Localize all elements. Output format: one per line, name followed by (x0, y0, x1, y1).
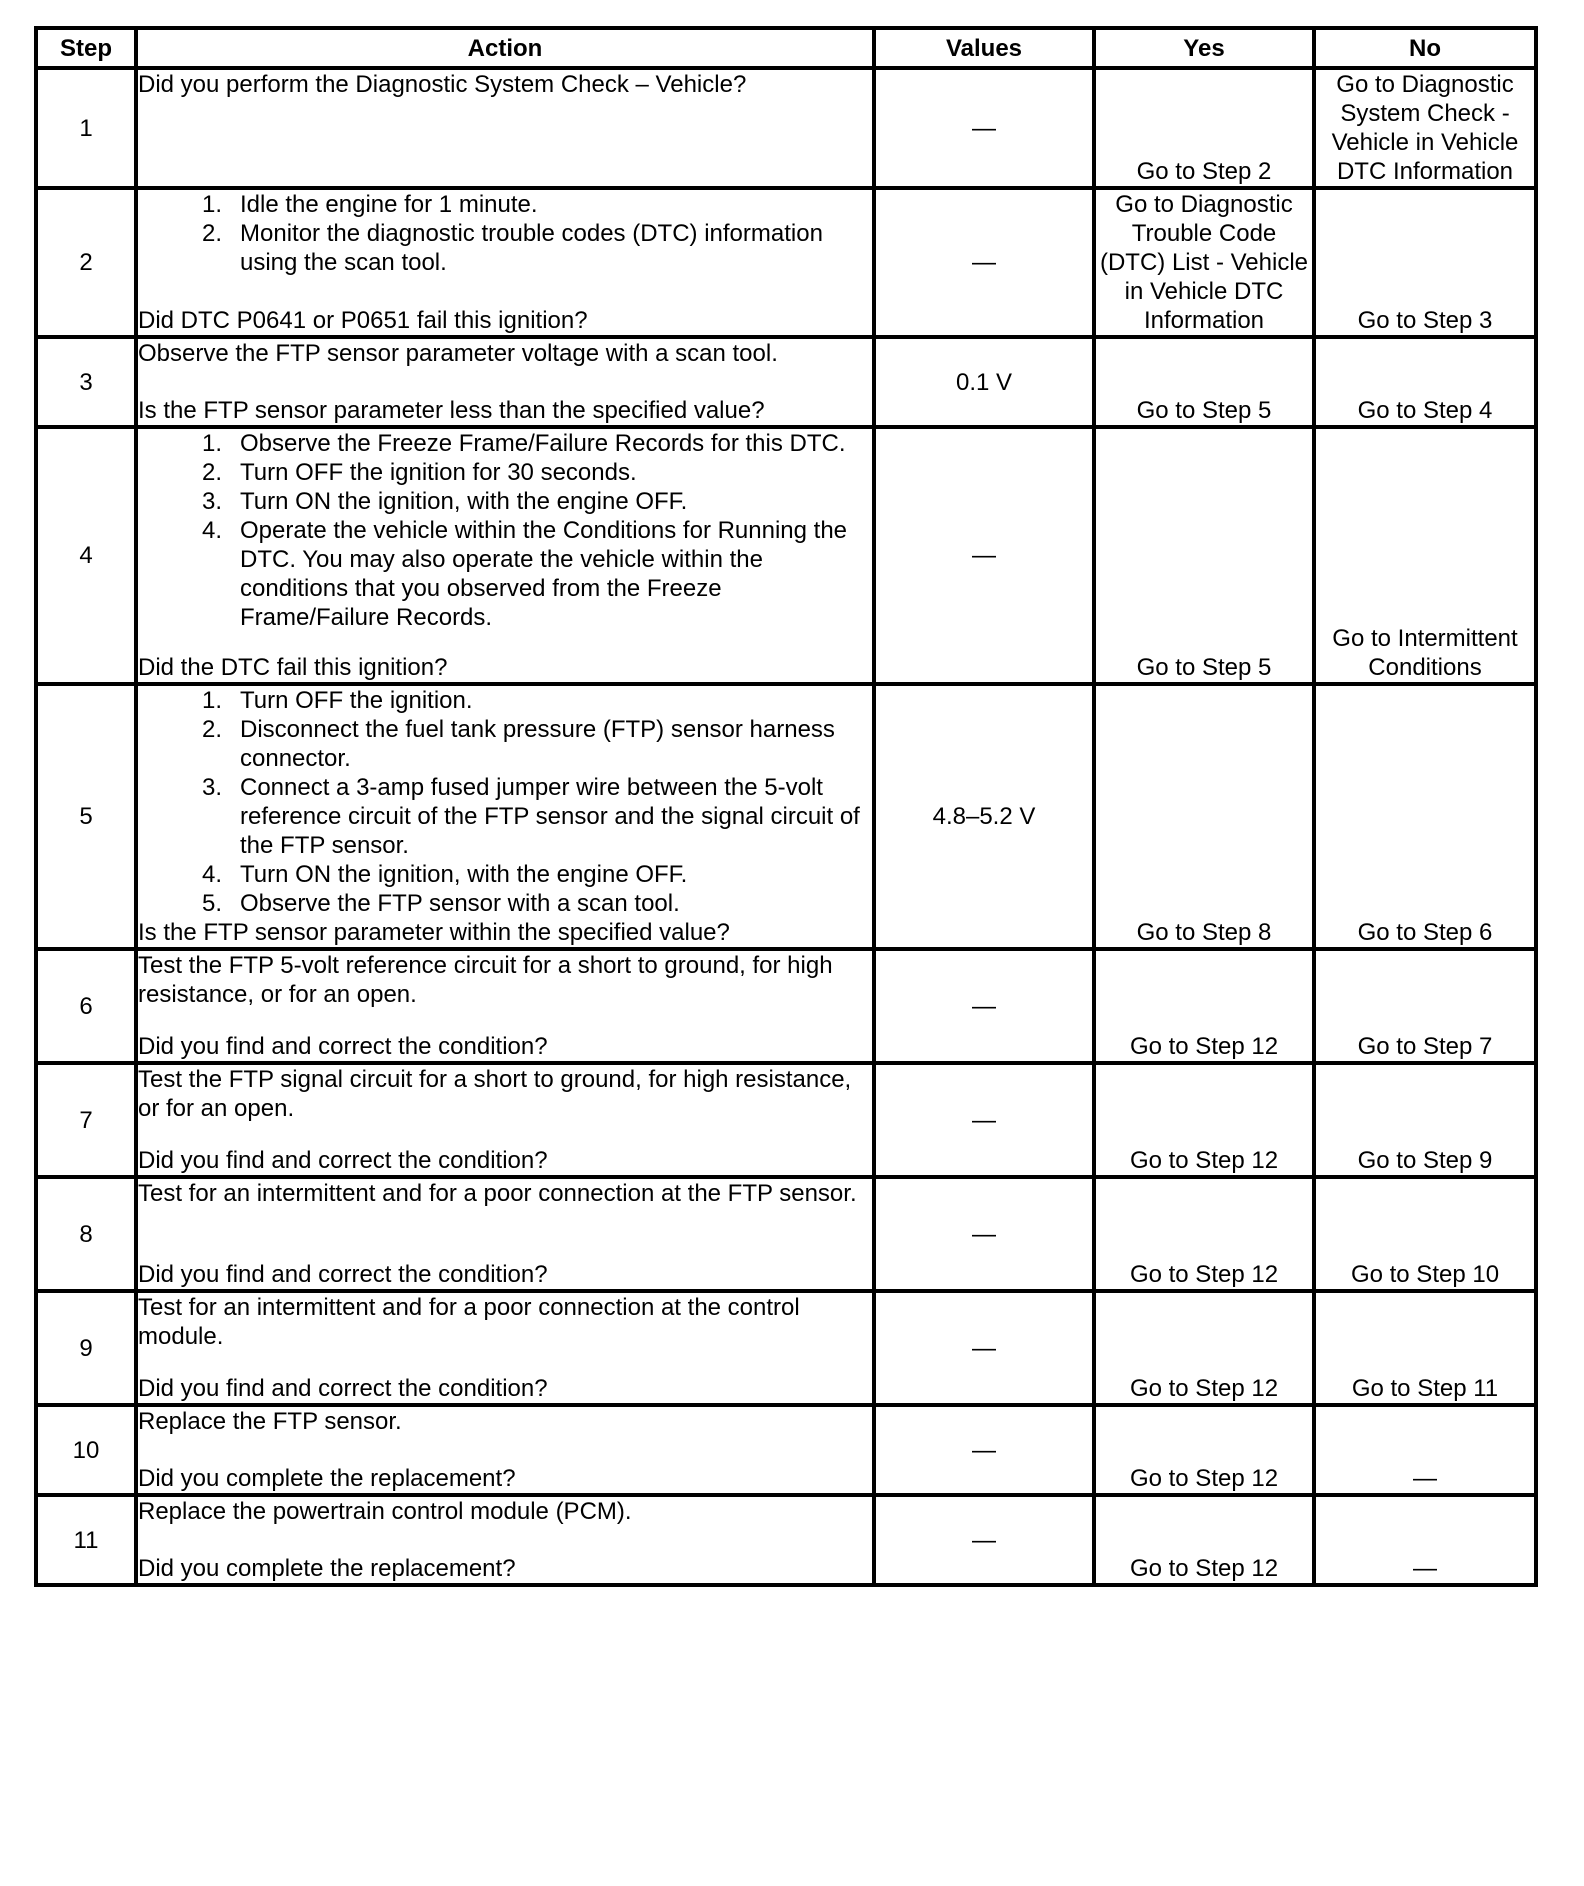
action-question: Did you find and correct the condition? (138, 1033, 548, 1060)
action-cell (136, 188, 874, 337)
action-content (138, 951, 872, 1061)
action-question: Did you complete the replacement? (138, 1555, 516, 1582)
action-content (138, 70, 872, 186)
action-cell (136, 684, 874, 949)
table-body (36, 68, 1536, 1585)
step-number: 8 (36, 1177, 136, 1291)
action-top (138, 1497, 872, 1526)
list-item (138, 686, 872, 715)
value-cell: — (874, 188, 1094, 337)
value-cell: — (874, 1177, 1094, 1291)
step-number: 10 (36, 1405, 136, 1495)
list-item-text: Turn ON the ignition, with the engine OFF. (240, 861, 688, 888)
table-row (36, 1495, 1536, 1585)
list-item-number: 1. (201, 687, 222, 714)
table-row (36, 188, 1536, 337)
yes-cell: Go to Step 5 (1094, 337, 1314, 427)
action-cell (136, 427, 874, 684)
yes-cell: Go to Step 2 (1094, 68, 1314, 188)
action-cell (136, 337, 874, 427)
action-content (138, 429, 872, 682)
table-row (36, 1177, 1536, 1291)
action-content (138, 1065, 872, 1175)
yes-cell: Go to Step 5 (1094, 427, 1314, 684)
list-item-text: Observe the FTP sensor with a scan tool. (240, 890, 680, 917)
diagnostic-table (34, 26, 1538, 1587)
action-cell (136, 949, 874, 1063)
list-item (138, 889, 872, 918)
table-row (36, 427, 1536, 684)
no-cell: — (1314, 1405, 1536, 1495)
action-question: Did you find and correct the condition? (138, 1261, 548, 1288)
header-no: No (1314, 28, 1536, 68)
table-row (36, 949, 1536, 1063)
no-cell: Go to Diagnostic System Check - Vehicle in Vehicle DTC Information (1314, 68, 1536, 188)
list-item (138, 715, 872, 773)
list-item-number: 3. (201, 774, 222, 801)
action-content (138, 686, 872, 947)
action-cell (136, 1495, 874, 1585)
action-content (138, 1407, 872, 1493)
value-cell: 0.1 V (874, 337, 1094, 427)
list-item-text: Monitor the diagnostic trouble codes (DTC) information using the scan tool. (240, 220, 823, 276)
step-number: 2 (36, 188, 136, 337)
list-item (138, 458, 872, 487)
no-cell: Go to Step 10 (1314, 1177, 1536, 1291)
list-item-number: 3. (201, 488, 222, 515)
action-cell (136, 68, 874, 188)
action-cell (136, 1177, 874, 1291)
value-cell: — (874, 1063, 1094, 1177)
action-question: Did DTC P0641 or P0651 fail this ignition? (138, 307, 588, 334)
no-cell: Go to Step 6 (1314, 684, 1536, 949)
action-instruction: Replace the powertrain control module (PCM). (138, 1498, 632, 1525)
list-item-number: 4. (201, 861, 222, 888)
list-item-text: Operate the vehicle within the Conditions for Running the DTC. You may also operate the vehicle within the conditions that you observed from the Freeze Frame/Failure Records. (240, 517, 848, 631)
list-item (138, 219, 872, 277)
action-instruction: Test the FTP 5-volt reference circuit for a short to ground, for high resistance, or for an open. (138, 952, 833, 1008)
yes-cell: Go to Step 12 (1094, 1291, 1314, 1405)
action-content (138, 190, 872, 335)
yes-cell: Go to Step 12 (1094, 1177, 1314, 1291)
action-top (138, 686, 872, 918)
action-question: Is the FTP sensor parameter less than the specified value? (138, 397, 765, 424)
step-number: 3 (36, 337, 136, 427)
list-item (138, 190, 872, 219)
yes-cell: Go to Step 8 (1094, 684, 1314, 949)
list-item-number: 2. (201, 459, 222, 486)
step-number: 5 (36, 684, 136, 949)
list-item-number: 2. (201, 716, 222, 743)
no-cell: Go to Step 3 (1314, 188, 1536, 337)
action-instruction: Did you perform the Diagnostic System Check – Vehicle? (138, 71, 747, 98)
action-step-list (138, 686, 872, 918)
action-question: Did you find and correct the condition? (138, 1375, 548, 1402)
table-row (36, 1063, 1536, 1177)
action-top (138, 339, 872, 368)
action-cell (136, 1405, 874, 1495)
list-item (138, 860, 872, 889)
list-item-text: Turn ON the ignition, with the engine OFF. (240, 488, 688, 515)
action-step-list (138, 429, 872, 632)
step-number: 6 (36, 949, 136, 1063)
action-question: Did you find and correct the condition? (138, 1147, 548, 1174)
list-item-number: 4. (201, 517, 222, 544)
yes-cell: Go to Step 12 (1094, 1495, 1314, 1585)
list-item-number: 1. (201, 191, 222, 218)
yes-cell: Go to Step 12 (1094, 1063, 1314, 1177)
action-instruction: Observe the FTP sensor parameter voltage with a scan tool. (138, 340, 778, 367)
value-cell: — (874, 949, 1094, 1063)
header-values: Values (874, 28, 1094, 68)
list-item-text: Turn OFF the ignition for 30 seconds. (240, 459, 637, 486)
header-step: Step (36, 28, 136, 68)
list-item (138, 487, 872, 516)
list-item-number: 1. (201, 430, 222, 457)
action-content (138, 1293, 872, 1403)
table-row (36, 684, 1536, 949)
yes-cell: Go to Diagnostic Trouble Code (DTC) List - Vehicle in Vehicle DTC Information (1094, 188, 1314, 337)
table-row (36, 1405, 1536, 1495)
list-item-text: Disconnect the fuel tank pressure (FTP) sensor harness connector. (240, 716, 835, 772)
list-item (138, 516, 872, 632)
value-cell: 4.8–5.2 V (874, 684, 1094, 949)
action-cell (136, 1291, 874, 1405)
action-step-list (138, 190, 872, 277)
action-top (138, 1065, 872, 1123)
action-instruction: Test the FTP signal circuit for a short to ground, for high resistance, or for an open. (138, 1066, 852, 1122)
action-top (138, 190, 872, 277)
action-question: Did the DTC fail this ignition? (138, 654, 448, 681)
value-cell: — (874, 427, 1094, 684)
action-question: Is the FTP sensor parameter within the specified value? (138, 919, 730, 946)
action-top (138, 429, 872, 632)
value-cell: — (874, 1405, 1094, 1495)
step-number: 11 (36, 1495, 136, 1585)
action-top (138, 1293, 872, 1351)
value-cell: — (874, 68, 1094, 188)
action-content (138, 1497, 872, 1583)
action-cell (136, 1063, 874, 1177)
table-row (36, 68, 1536, 188)
action-instruction: Test for an intermittent and for a poor connection at the control module. (138, 1294, 800, 1350)
step-number: 4 (36, 427, 136, 684)
diagnostic-table-wrapper (34, 26, 1538, 1587)
list-item-number: 5. (201, 890, 222, 917)
no-cell: Go to Step 9 (1314, 1063, 1536, 1177)
action-top (138, 951, 872, 1009)
value-cell: — (874, 1291, 1094, 1405)
step-number: 9 (36, 1291, 136, 1405)
table-row (36, 1291, 1536, 1405)
no-cell: Go to Step 7 (1314, 949, 1536, 1063)
list-item (138, 429, 872, 458)
action-top (138, 1179, 872, 1208)
list-item (138, 773, 872, 860)
no-cell: Go to Intermittent Conditions (1314, 427, 1536, 684)
header-yes: Yes (1094, 28, 1314, 68)
action-content (138, 1179, 872, 1289)
header-row (36, 28, 1536, 68)
yes-cell: Go to Step 12 (1094, 1405, 1314, 1495)
no-cell: Go to Step 11 (1314, 1291, 1536, 1405)
action-content (138, 339, 872, 425)
list-item-text: Observe the Freeze Frame/Failure Records for this DTC. (240, 430, 846, 457)
value-cell: — (874, 1495, 1094, 1585)
header-action: Action (136, 28, 874, 68)
action-question: Did you complete the replacement? (138, 1465, 516, 1492)
list-item-text: Turn OFF the ignition. (240, 687, 473, 714)
list-item-text: Connect a 3-amp fused jumper wire between the 5-volt reference circuit of the FTP sensor and the signal circuit of the FTP sensor. (240, 774, 860, 859)
list-item-number: 2. (201, 220, 222, 247)
step-number: 1 (36, 68, 136, 188)
step-number: 7 (36, 1063, 136, 1177)
action-instruction: Test for an intermittent and for a poor connection at the FTP sensor. (138, 1180, 857, 1207)
no-cell: Go to Step 4 (1314, 337, 1536, 427)
list-item-text: Idle the engine for 1 minute. (240, 191, 538, 218)
action-top (138, 70, 872, 99)
table-row (36, 337, 1536, 427)
action-top (138, 1407, 872, 1436)
no-cell: — (1314, 1495, 1536, 1585)
action-instruction: Replace the FTP sensor. (138, 1408, 402, 1435)
yes-cell: Go to Step 12 (1094, 949, 1314, 1063)
